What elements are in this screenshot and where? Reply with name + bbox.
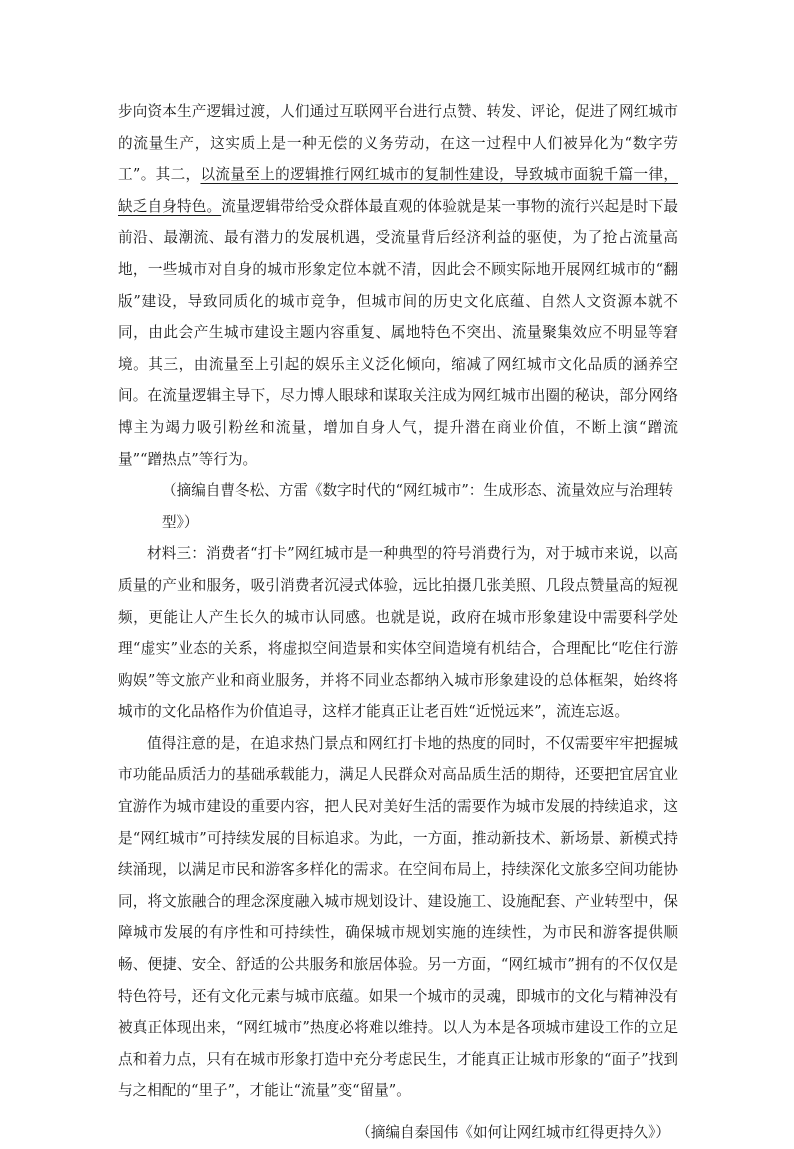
paragraph-3: 值得注意的是，在追求热门景点和网红打卡地的热度的同时，不仅需要牢牢把握城市功能品质活力的基础承载能力，满足人民群众对高品质生活的期待，还要把宜居宜业宜游作为城市建设的重要内容，把人民对美好生活的需要作为城市发展的持续追求，这是“网红城市”可持续发展的目标追求。为此，一方面，推动新技术、新场景、新模式持续涌现，以满足市民和游客多样化的需求。在空间布局上，持续深化文旅多空间功能协同，将文旅融合的理念深度融入城市规划设计、建设施工、设施配套、产业转型中，保障城市发展的有序性和可持续性，确保城市规划实施的连续性，为市民和游客提供顺畅、便捷、安全、舒适的公共服务和旅居体验。另一方面，“网红城市”拥有的不仅仅是特色符号，还有文化元素与城市底蕴。如果一个城市的灵魂，即城市的文化与精神没有被真正体现出来，“网红城市”热度必将难以维持。以人为本是各项城市建设工作的立足点和着力点，只有在城市形象打造中充分考虑民生，才能真正让城市形象的“面子”找到与之相配的“里子”，才能让“流量”变“留量”。 <box>118 734 678 1100</box>
paragraph-material-3: 材料三：消费者“打卡”网红城市是一种典型的符号消费行为，对于城市来说，以高质量的产业和服务，吸引消费者沉浸式体验，远比拍摄几张美照、几段点赞量高的短视频，更能让人产生长久的城市认同感。也就是说，政府在城市形象建设中需要科学处理“虚实”业态的关系，将虚拟空间造景和实体空间造境有机结合，合理配比“吃住行游购娱”等文旅产业和商业服务，并将不同业态都纳入城市形象建设的总体框架，始终将城市的文化品格作为价值追寻，这样才能真正让老百姓“近悦远来”，流连忘返。 <box>118 545 678 721</box>
article-body <box>118 96 678 1149</box>
source-citation-1: （摘编自曹冬松、方雷《数字时代的“网红城市”：生成形态、流量效应与治理转型》） <box>162 482 674 531</box>
paragraph-1-text-b: 流量逻辑带给受众群体最直观的体验就是某一事物的流行兴起是时下最前沿、最潮流、最有潜力的发展机遇，受流量背后经济利益的驱使，为了抢占流量高地，一些城市对自身的城市形象定位本就不清，因此会不顾实际地开展网红城市的“翻版”建设，导致同质化的城市竞争，但城市间的历史文化底蕴、自然人文资源本就不同，由此会产生城市建设主题内容重复、属地特色不突出、流量聚集效应不明显等窘境。其三，由流量至上引起的娱乐主义泛化倾向，缩减了网红城市文化品质的涵养空间。在流量逻辑主导下，尽力博人眼球和谋取关注成为网红城市出圈的秘诀，部分网络博主为竭力吸引粉丝和流量，增加自身人气，提升潜在商业价值，不断上演“蹭流量”“蹭热点”等行为。 <box>118 197 678 468</box>
source-citation-2: （摘编自秦国伟《如何让网红城市红得更持久》） <box>356 1124 670 1141</box>
paragraph-1-text-a: 步向资本生产逻辑过渡，人们通过互联网平台进行点赞、转发、评论，促进了网红城市的流量生产，这实质上是一种无偿的义务劳动，在这一过程中人们被异化为“数字劳工”。其二， <box>118 103 678 184</box>
underlined-sentence: 以流量至上的逻辑推行网红城市的复制性建设，导致城市面貌千篇一律，缺乏自身特色。 <box>118 166 678 215</box>
paragraph-1 <box>118 96 678 475</box>
